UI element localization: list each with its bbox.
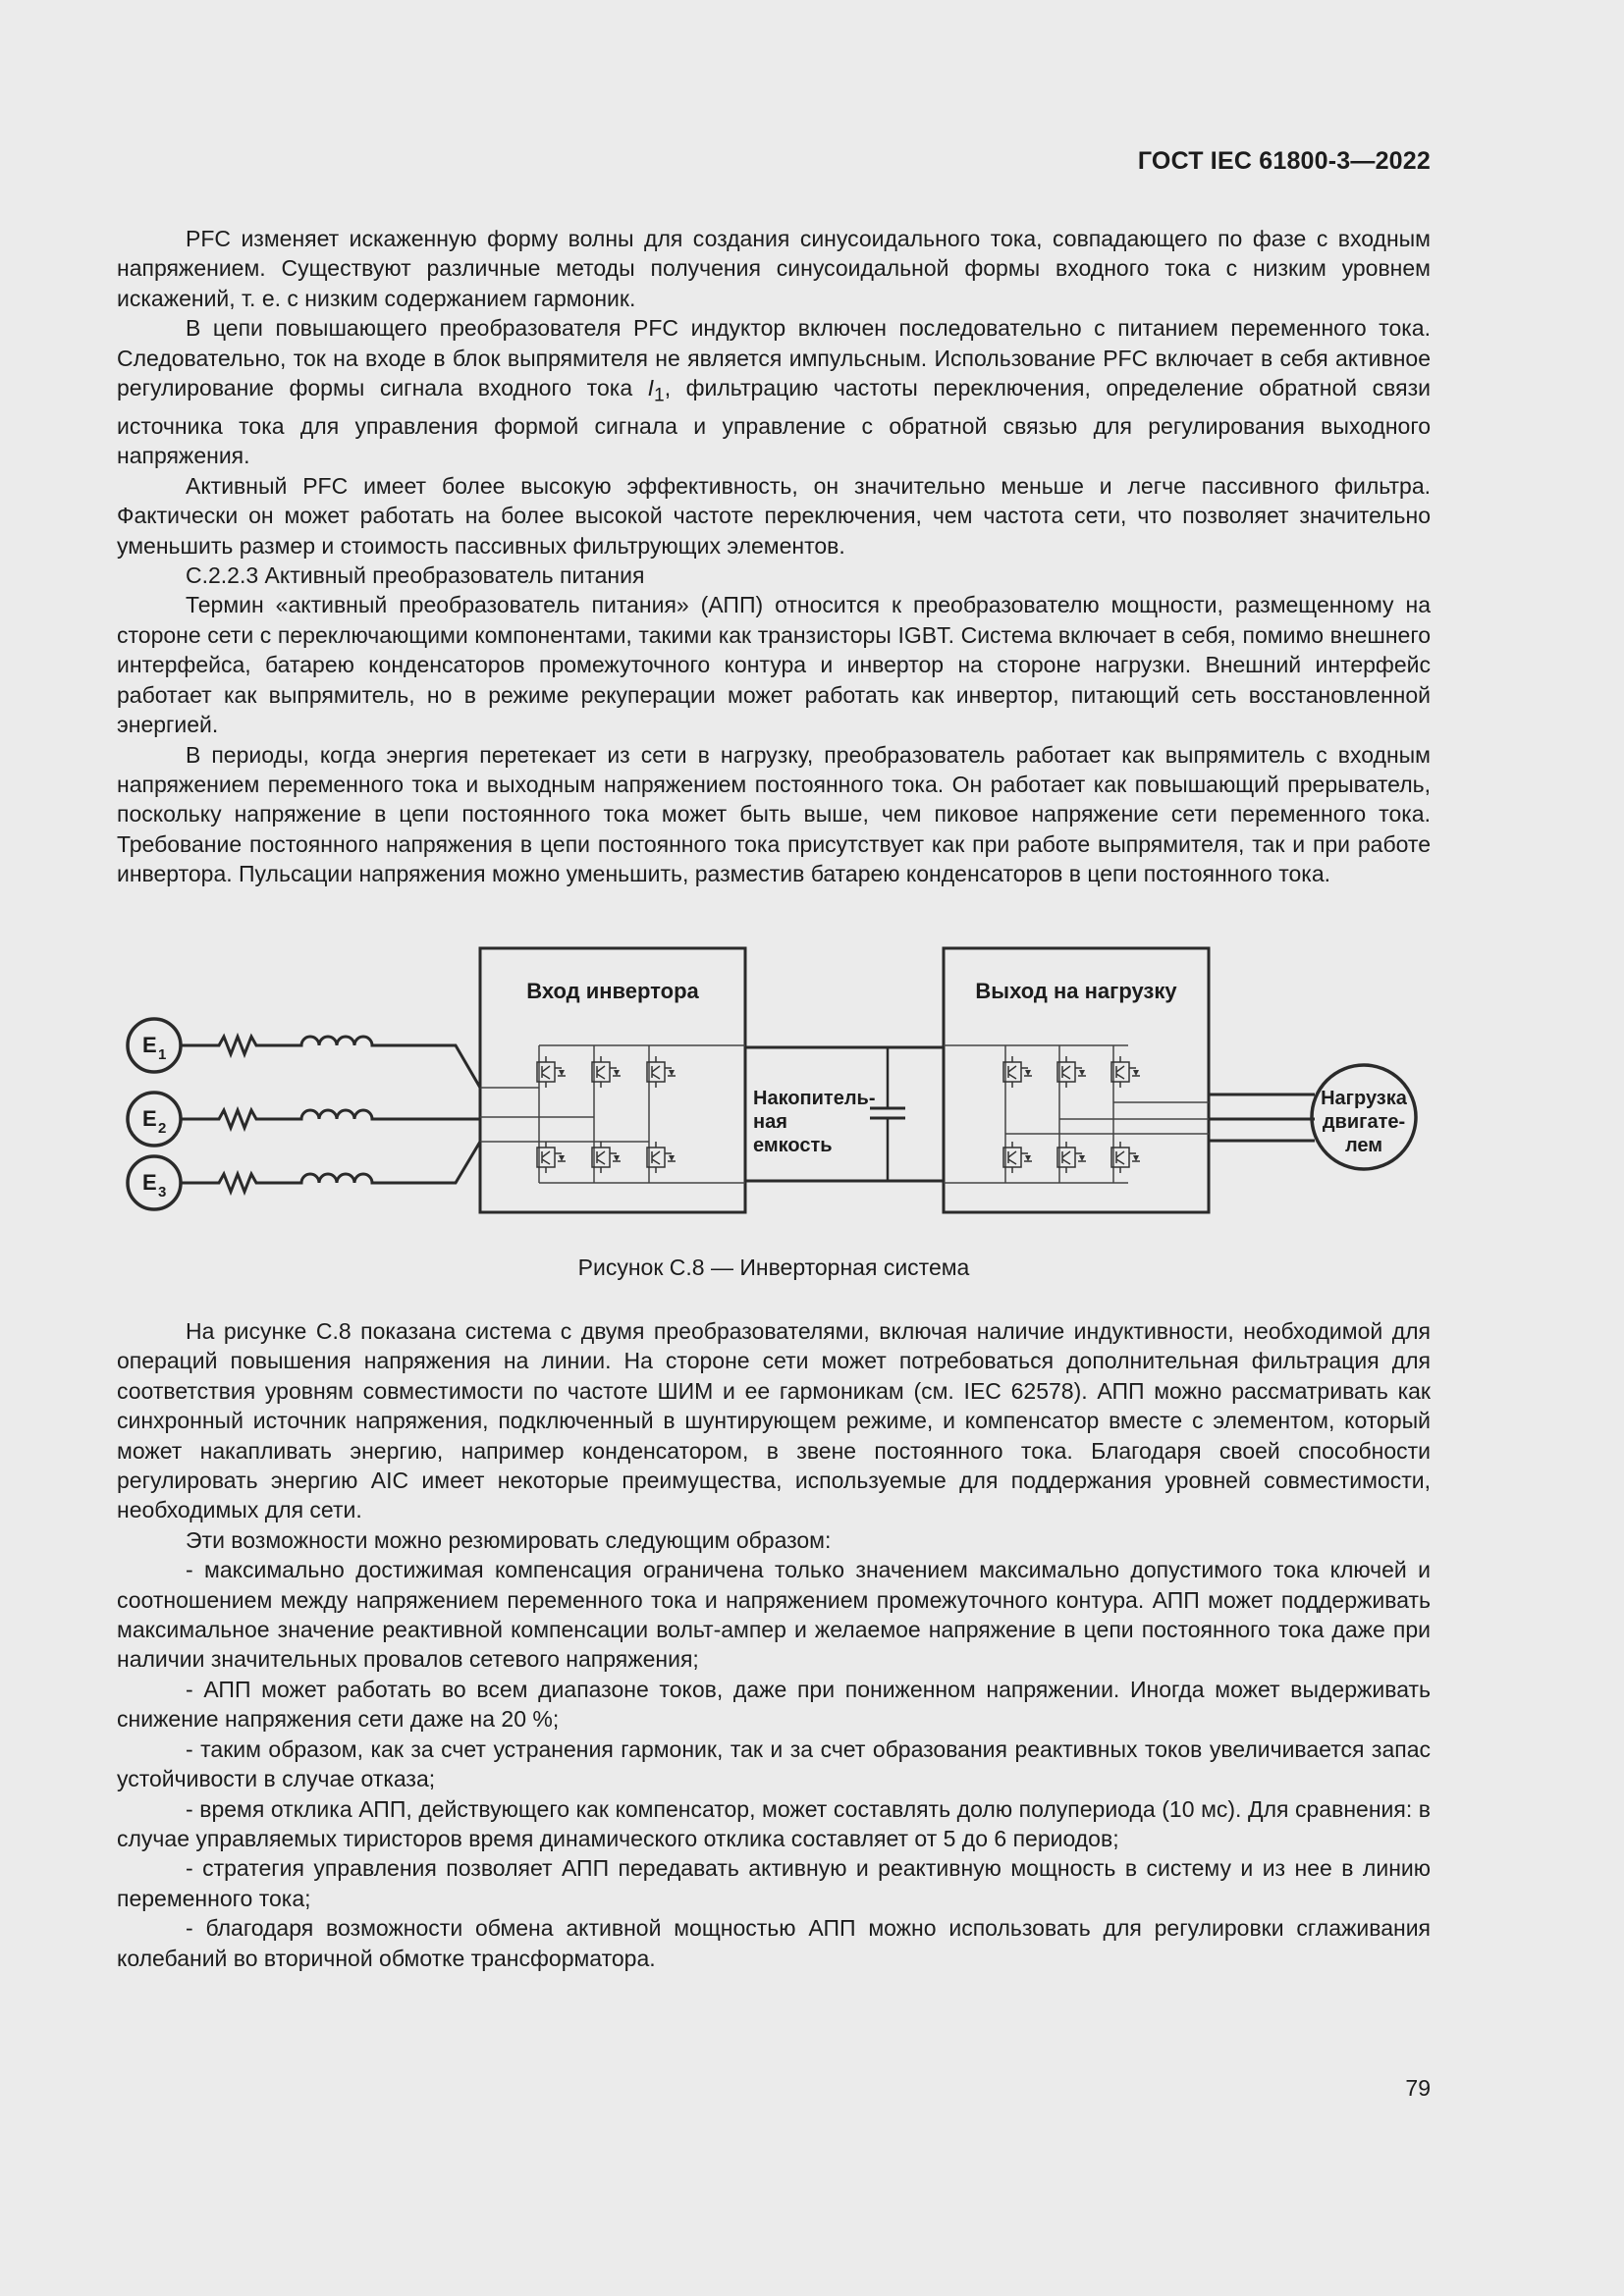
igbt-switch: [1057, 1142, 1086, 1173]
svg-text:E: E: [142, 1170, 157, 1195]
list-item: - благодаря возможности обмена активной мощностью АПП можно использовать для регулировки сглаживания колебаний во вторичной обмотке трансформатора.: [117, 1915, 1431, 1971]
list-item: - таким образом, как за счет устранения гармоник, так и за счет образования реактивных токов увеличивается запас устойчивости в случае отказа;: [117, 1735, 1431, 1792]
paragraph: Активный PFC имеет более высокую эффективность, он значительно меньше и легче пассивного фильтра. Фактически он может работать на более высокой частоте переключения, чем частота сети, что позволяет значительно уменьшить размер и стоимость пассивных фильтрующих элементов.: [117, 472, 1431, 559]
svg-text:E: E: [142, 1106, 157, 1131]
load-label: двигате-: [1322, 1111, 1406, 1133]
svg-text:2: 2: [158, 1120, 167, 1137]
igbt-switch: [1111, 1056, 1140, 1088]
source-e1: [128, 1019, 480, 1088]
igbt-switch: [647, 1056, 676, 1088]
section-heading: С.2.2.3 Активный преобразователь питания: [186, 562, 645, 589]
paragraph: На рисунке С.8 показана система с двумя преобразователями, включая наличие индуктивности, необходимой для операций повышения напряжения на линии. На стороне сети может потребоваться дополнительная фильтрация для соответствия уровням совместимости по частоте ШИМ и ее гармоникам (см. IEC 62578). АПП можно рассматривать как синхронный источник напряжения, подключенный в шунтирующем режиме, и компенсатор вместе с элементом, который может накапливать энергию, например конденсатором, в звене постоянного тока. Благодаря своей способности регулировать энергию AIC имеет некоторые преимущества, используемые для поддержания уровней совместимости, необходимых для сети.: [117, 1318, 1431, 1523]
load-label: лем: [1344, 1135, 1383, 1156]
source-e3: [128, 1142, 480, 1209]
paragraph: [117, 313, 1431, 471]
load-output-label: Выход на нагрузку: [975, 979, 1177, 1003]
igbt-switch: [1003, 1056, 1032, 1088]
igbt-switch: [1111, 1142, 1140, 1173]
document-header: ГОСТ IEC 61800-3—2022: [1137, 147, 1431, 175]
paragraph: Эти возможности можно резюмировать следующим образом:: [186, 1526, 832, 1553]
list-item: - время отклика АПП, действующего как компенсатор, может составлять долю полупериода (10 мс). Для сравнения: в случае управляемых тиристоров время динамического отклика составляет от 5 до 6 периодов;: [117, 1795, 1431, 1851]
igbt-switch: [647, 1142, 676, 1173]
igbt-switch: [1057, 1056, 1086, 1088]
body-text-bottom: [117, 1316, 1431, 1973]
storage-label: Накопитель-: [753, 1088, 876, 1109]
paragraph-text: В цепи повышающего преобразователя PFC индуктор включен последовательно с питанием переменного тока. Следовательно, ток на входе в блок выпрямителя не является импульсным. Использование PFC включает в себя активное регулирование формы сигнала входного тока $I_1$, фильтрацию частоты переключения, определение обратной связи источника тока для управления формой сигнала и управление с обратной связью для регулирования выходного напряжения.: [117, 315, 1431, 469]
storage-label: емкость: [753, 1135, 833, 1156]
inverter-system-figure: [117, 937, 1431, 1222]
paragraph: Термин «активный преобразователь питания» (АПП) относится к преобразователю мощности, размещенному на стороне сети с переключающими компонентами, такими как транзисторы IGBT. Система включает в себя, помимо внешнего интерфейса, батарею конденсаторов промежуточного контура и инвертор на стороне нагрузки. Внешний интерфейс работает как выпрямитель, но в режиме рекуперации может работать как инвертор, питающий сеть восстановленной энергией.: [117, 592, 1431, 738]
storage-label: ная: [753, 1111, 787, 1133]
svg-text:E: E: [142, 1033, 157, 1057]
paragraph: PFC изменяет искаженную форму волны для создания синусоидального тока, совпадающего по фазе с входным напряжением. Существуют различные методы получения синусоидальной формы входного тока с низким уровнем искажений, т. е. с низким содержанием гармоник.: [117, 226, 1431, 311]
body-text-top: [117, 224, 1431, 889]
source-e2: [128, 1093, 480, 1146]
svg-text:1: 1: [158, 1046, 167, 1063]
inverter-input-label: Вход инвертора: [526, 979, 699, 1003]
list-item: - стратегия управления позволяет АПП передавать активную и реактивную мощность в систему и из нее в линию переменного тока;: [117, 1855, 1431, 1911]
load-label: Нагрузка: [1321, 1088, 1407, 1109]
igbt-switch: [537, 1056, 566, 1088]
igbt-switch: [1003, 1142, 1032, 1173]
igbt-switch: [537, 1142, 566, 1173]
circuit-diagram: [117, 937, 1431, 1222]
svg-text:3: 3: [158, 1184, 167, 1201]
list-item: - максимально достижимая компенсация ограничена только значением максимально допустимого тока ключей и соотношением между напряжением переменного тока и напряжением промежуточного контура. АПП может поддерживать максимальное значение реактивной компенсации вольт-ампер и желаемое напряжение в цепи постоянного тока даже при наличии значительных провалов сетевого напряжения;: [117, 1557, 1431, 1673]
figure-caption: Рисунок С.8 — Инверторная система: [577, 1255, 970, 1280]
page-number: 79: [1405, 2075, 1431, 2101]
paragraph: В периоды, когда энергия перетекает из сети в нагрузку, преобразователь работает как выпрямитель с входным напряжением переменного тока и выходным напряжением постоянного тока. Он работает как повышающий прерыватель, поскольку напряжение в цепи постоянного тока может быть выше, чем пиковое напряжение сети переменного тока. Требование постоянного напряжения в цепи постоянного тока присутствует как при работе выпрямителя, так и при работе инвертора. Пульсации напряжения можно уменьшить, разместив батарею конденсаторов в цепи постоянного тока.: [117, 741, 1431, 887]
list-item: - АПП может работать во всем диапазоне токов, даже при пониженном напряжении. Иногда может выдерживать снижение напряжения сети даже на 20 %;: [117, 1676, 1431, 1733]
igbt-switch: [592, 1142, 621, 1173]
igbt-switch: [592, 1056, 621, 1088]
